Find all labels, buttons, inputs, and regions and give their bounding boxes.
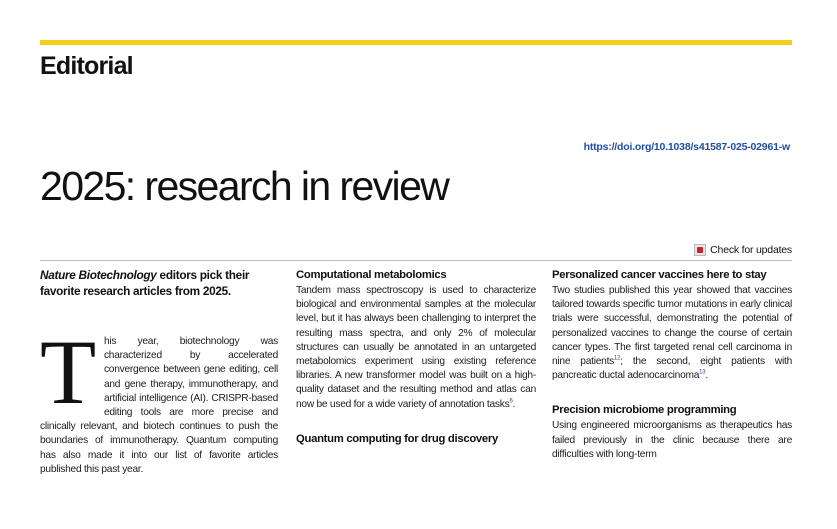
column-2 [296, 268, 536, 448]
reference-link[interactable]: 12 [614, 355, 621, 362]
journal-name: Nature Biotechnology [40, 268, 157, 282]
reference-link[interactable]: 6 [509, 398, 513, 405]
drop-cap: T [40, 321, 96, 423]
reference-link[interactable]: 13 [699, 369, 706, 376]
column-1 [40, 268, 278, 477]
intro-text: his year, biotechnology was characterized by accelerated convergence between gene editing, cell and gene therapy, immunotherapy, and artificial intelligence (AI). CRISPR-based editing tools are more precise and clinically relevant, and biotech continues to push the boundaries of immunotherapy. Quantum computing has also made it into our list of favorite articles published this past year. [40, 336, 278, 475]
section-label: Editorial [40, 52, 133, 80]
heading-microbiome-programming: Precision microbiome programming [552, 404, 737, 417]
divider [40, 260, 792, 261]
standfirst-text: editors pick their favorite research articles from 2025. [40, 268, 250, 298]
paragraph-cancer-vaccines [552, 284, 792, 383]
accent-bar [40, 40, 792, 45]
paragraph-text: ; the second, eight patients with pancreatic ductal adenocarcinoma [552, 356, 792, 382]
check-for-updates-button[interactable] [694, 244, 792, 256]
paragraph-microbiome: Using engineered microorganisms as therapeutics has failed previously in the clinic because there are difficulties with long-term [552, 420, 792, 460]
paragraph-text: Two studies published this year showed that vaccines tailored towards specific tumor mutations in early clinical trials were successful, demonstrating the potential of personalized vaccines to change the course of certain cancer types. The first targeted renal cell carcinoma in nine patients [552, 285, 792, 368]
standfirst [40, 268, 278, 299]
check-for-updates-label: Check for updates [710, 244, 792, 256]
heading-computational-metabolomics: Computational metabolomics [296, 269, 447, 281]
intro-paragraph [40, 321, 278, 477]
heading-cancer-vaccines: Personalized cancer vaccines here to stay [552, 269, 767, 281]
crossmark-icon [694, 244, 706, 256]
paragraph-computational-metabolomics [296, 284, 536, 412]
paragraph-end: . [705, 370, 708, 382]
paragraph-text: Tandem mass spectroscopy is used to characterize biological and environmental samples at the molecular level, but it has always been challenging to interpret the resulting mass spectra, and only 2% of molecular structures can usually be annotated in an untargeted metabolomics experiment using existing reference libraries. A new transformer model was built on a high-quality dataset and the resulting method and atlas can now be used for a wide variety of annotation tasks [296, 285, 536, 410]
doi-link[interactable]: https://doi.org/10.1038/s41587-025-02961-w [583, 141, 790, 153]
column-3 [552, 268, 792, 462]
heading-quantum-computing: Quantum computing for drug discovery [296, 432, 498, 445]
paragraph-end: . [512, 398, 516, 410]
article-title: 2025: research in review [40, 163, 449, 209]
